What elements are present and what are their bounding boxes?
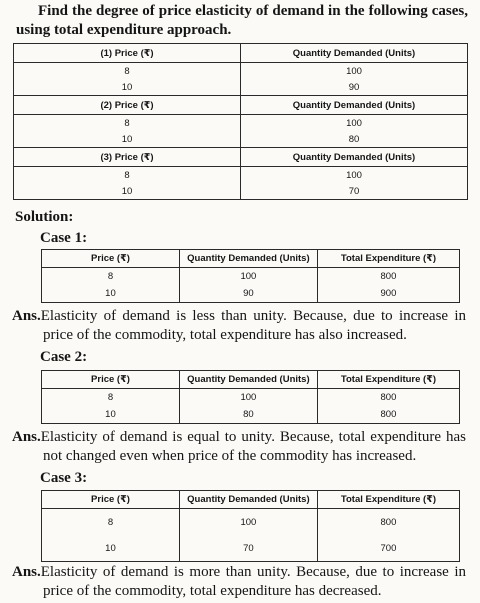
case1-price-header: (1) Price (₹) [14, 44, 241, 63]
table-cell: 700 [317, 535, 459, 562]
case1-table [41, 249, 460, 303]
table-cell: 800 [317, 406, 459, 424]
case3-price-header: (3) Price (₹) [14, 148, 241, 167]
quantity-header: Quantity Demanded (Units) [179, 491, 317, 509]
table-cell: 10 [14, 183, 241, 200]
case3-table [41, 490, 460, 562]
total-expenditure-header: Total Expenditure (₹) [317, 491, 459, 509]
case1-qty-header: Quantity Demanded (Units) [241, 44, 468, 63]
table-cell: 8 [14, 115, 241, 132]
table-cell: 8 [42, 509, 180, 536]
answer-label: Ans. [12, 564, 41, 580]
price-header: Price (₹) [42, 491, 180, 509]
answer-text: Elasticity of demand is more than unity. Because, due to increase in price of the commodity, total expenditure has decreased. [40, 564, 466, 599]
table-cell: 10 [42, 285, 180, 303]
table-row [42, 509, 460, 536]
table-cell: 8 [14, 167, 241, 184]
table-row [14, 183, 468, 200]
table-row [42, 535, 460, 562]
table-cell: 10 [14, 131, 241, 148]
table-row [14, 63, 468, 80]
case3-qty-header: Quantity Demanded (Units) [241, 148, 468, 167]
table-row [14, 167, 468, 184]
table-row [14, 44, 468, 63]
table-cell: 90 [179, 285, 317, 303]
table-row [42, 285, 460, 303]
table-row [42, 371, 460, 389]
answer-text: Elasticity of demand is less than unity. Because, due to increase in price of the commodity, total expenditure has also increased. [40, 308, 466, 343]
table-row [14, 115, 468, 132]
table-row [42, 491, 460, 509]
table-cell: 10 [42, 406, 180, 424]
case2-price-header: (2) Price (₹) [14, 96, 241, 115]
answer-text: Elasticity of demand is equal to unity. Because, total expenditure has not changed even when price of the commodity has increased. [40, 429, 466, 464]
table-cell: 80 [179, 406, 317, 424]
table-row [42, 250, 460, 268]
case2-table [41, 370, 460, 424]
table-cell: 90 [241, 79, 468, 96]
table-cell: 100 [179, 509, 317, 536]
total-expenditure-header: Total Expenditure (₹) [317, 250, 459, 268]
table-cell: 8 [14, 63, 241, 80]
table-row [14, 131, 468, 148]
question-table [13, 43, 468, 200]
table-cell: 70 [241, 183, 468, 200]
solution-heading: Solution: [15, 209, 74, 225]
case3-heading: Case 3: [40, 470, 88, 486]
case3-answer [12, 563, 466, 601]
table-cell: 80 [241, 131, 468, 148]
table-cell: 8 [42, 268, 180, 286]
question-text: Find the degree of price elasticity of demand in the following cases, using total expenditure approach. [16, 3, 468, 38]
table-cell: 800 [317, 389, 459, 407]
quantity-header: Quantity Demanded (Units) [179, 371, 317, 389]
table-cell: 800 [317, 268, 459, 286]
table-row [42, 406, 460, 424]
answer-label: Ans. [12, 308, 41, 324]
case2-answer [12, 428, 466, 466]
price-header: Price (₹) [42, 371, 180, 389]
table-cell: 100 [241, 63, 468, 80]
table-cell: 8 [42, 389, 180, 407]
table-cell: 10 [42, 535, 180, 562]
case1-answer [12, 307, 466, 345]
table-cell: 70 [179, 535, 317, 562]
table-cell: 100 [241, 167, 468, 184]
table-cell: 10 [14, 79, 241, 96]
table-row [14, 96, 468, 115]
table-cell: 800 [317, 509, 459, 536]
case1-heading: Case 1: [40, 230, 88, 246]
total-expenditure-header: Total Expenditure (₹) [317, 371, 459, 389]
case2-qty-header: Quantity Demanded (Units) [241, 96, 468, 115]
table-cell: 100 [241, 115, 468, 132]
table-row [42, 389, 460, 407]
answer-label: Ans. [12, 429, 41, 445]
case2-heading: Case 2: [40, 349, 88, 365]
quantity-header: Quantity Demanded (Units) [179, 250, 317, 268]
table-cell: 900 [317, 285, 459, 303]
price-header: Price (₹) [42, 250, 180, 268]
table-row [14, 148, 468, 167]
table-row [42, 268, 460, 286]
table-row [14, 79, 468, 96]
table-cell: 100 [179, 268, 317, 286]
table-cell: 100 [179, 389, 317, 407]
